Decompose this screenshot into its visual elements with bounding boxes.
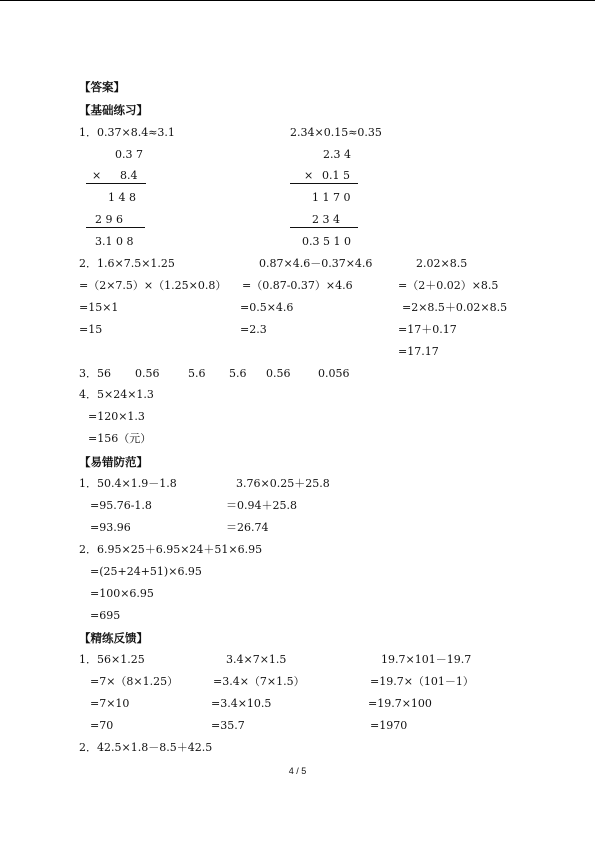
feedback-q1-line: =7×（8×1.25） <box>90 675 179 688</box>
q1-right-partial-1: 1 1 7 0 <box>312 191 351 204</box>
feedback-q2-line: 2．42.5×1.8－8.5＋42.5 <box>79 741 213 754</box>
feedback-q1-line: 19.7×101－19.7 <box>381 653 472 666</box>
q2-col2-line: =0.5×4.6 <box>240 301 294 314</box>
q2-col1-line: =15 <box>79 323 103 336</box>
error-q1-line: =93.96 <box>90 521 131 534</box>
q4-line: 4．5×24×1.3 <box>79 388 154 401</box>
section-heading-answer: 【答案】 <box>79 80 125 94</box>
q2-col1-line: 2．1.6×7.5×1.25 <box>79 257 175 270</box>
q1-right-partial-2: 2 3 4 <box>312 213 340 226</box>
q2-col1-line: =15×1 <box>79 301 119 314</box>
error-q2-line: 2．6.95×25＋6.95×24＋51×6.95 <box>79 543 263 556</box>
error-q1-line: ＝26.74 <box>226 521 269 534</box>
feedback-q1-line: =7×10 <box>90 697 130 710</box>
q1-left-multiplicand: 0.3 7 <box>115 148 143 161</box>
feedback-q1-line: =19.7×100 <box>368 697 432 710</box>
q3-answer: 5.6 <box>229 367 247 380</box>
error-q2-line: =(25+24+51)×6.95 <box>90 565 202 578</box>
feedback-q1-line: 1．56×1.25 <box>79 653 145 666</box>
page-top-rule <box>0 0 595 1</box>
error-q1-line: ＝0.94＋25.8 <box>226 499 297 512</box>
section-heading-basic: 【基础练习】 <box>79 103 148 117</box>
q1-right-multiplier: 0.1 5 <box>322 169 350 182</box>
feedback-q1-line: =35.7 <box>211 719 245 732</box>
q1-left-times-sign: × <box>92 169 102 182</box>
error-q1-line: =95.76-1.8 <box>90 499 152 512</box>
q2-col3-line: =17.17 <box>398 345 439 358</box>
q2-col2-line: =（0.87-0.37）×4.6 <box>242 279 353 292</box>
q1-right-header: 2.34×0.15≈0.35 <box>290 126 382 139</box>
feedback-q1-line: 3.4×7×1.5 <box>226 653 287 666</box>
page-number: 4 / 5 <box>288 766 307 776</box>
feedback-q1-line: =3.4×10.5 <box>211 697 272 710</box>
error-q2-line: =695 <box>90 609 121 622</box>
q1-right-underline-1 <box>290 183 358 184</box>
q2-col3-line: =（2＋0.02）×8.5 <box>398 279 499 292</box>
q2-col2-line: =2.3 <box>240 323 267 336</box>
q3-answer: 0.056 <box>318 367 350 380</box>
q1-left-result: 3.1 0 8 <box>95 235 134 248</box>
q1-left-multiplier: 8.4 <box>120 169 138 182</box>
q1-left-underline-2 <box>86 227 145 228</box>
feedback-q1-line: =70 <box>90 719 114 732</box>
q3-answer: 0.56 <box>135 367 160 380</box>
error-q2-line: =100×6.95 <box>90 587 154 600</box>
q1-left-partial-2: 2 9 6 <box>95 213 123 226</box>
q4-line: =120×1.3 <box>88 410 145 423</box>
error-q1-line: 3.76×0.25＋25.8 <box>236 477 330 490</box>
q1-right-times-sign: × <box>304 169 314 182</box>
q1-right-result: 0.3 5 1 0 <box>302 235 351 248</box>
feedback-q1-line: =19.7×（101－1） <box>370 675 474 688</box>
feedback-q1-line: =3.4×（7×1.5） <box>213 675 305 688</box>
q1-left-underline-1 <box>86 183 146 184</box>
q1-left-partial-1: 1 4 8 <box>108 191 136 204</box>
q2-col3-line: =2×8.5＋0.02×8.5 <box>402 301 508 314</box>
q1-right-underline-2 <box>290 227 358 228</box>
q2-col1-line: =（2×7.5）×（1.25×0.8） <box>79 279 227 292</box>
section-heading-error: 【易错防范】 <box>79 455 148 469</box>
q2-col2-line: 0.87×4.6－0.37×4.6 <box>259 257 373 270</box>
q2-col3-line: =17＋0.17 <box>398 323 457 336</box>
q3-answer: 0.56 <box>266 367 291 380</box>
q1-left-header: 1．0.37×8.4≈3.1 <box>79 126 175 139</box>
q4-line: =156（元） <box>88 432 152 445</box>
q3-answer: 3．56 <box>79 367 111 380</box>
section-heading-feedback: 【精练反馈】 <box>79 631 148 645</box>
q1-right-multiplicand: 2.3 4 <box>323 148 351 161</box>
feedback-q1-line: =1970 <box>370 719 408 732</box>
error-q1-line: 1．50.4×1.9－1.8 <box>79 477 177 490</box>
q2-col3-line: 2.02×8.5 <box>416 257 468 270</box>
q3-answer: 5.6 <box>188 367 206 380</box>
